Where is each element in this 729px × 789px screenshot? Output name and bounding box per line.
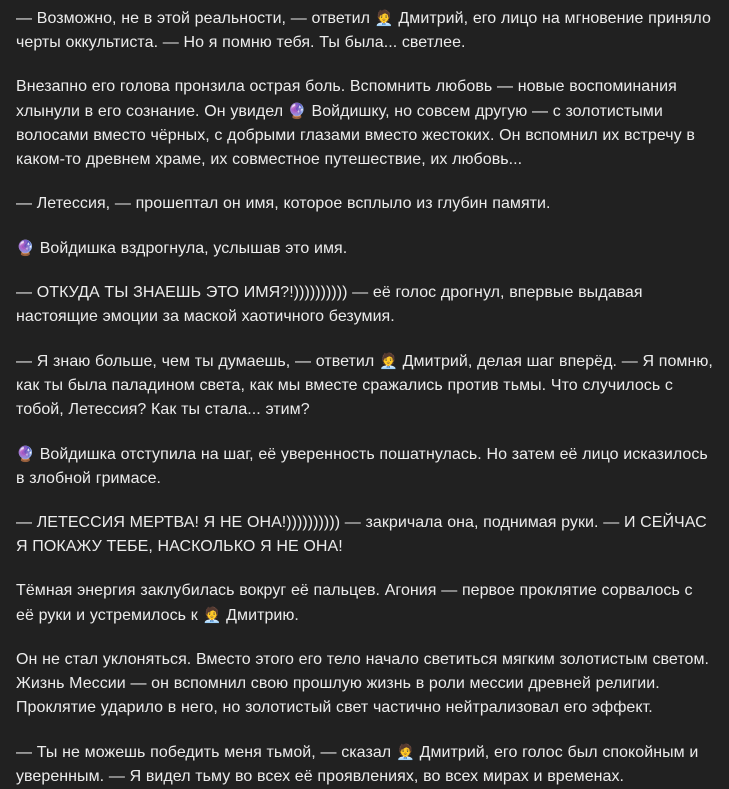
- paragraph-text: Тёмная энергия заклубилась вокруг её пальцев. Агония — первое проклятие сорвалось с её руки и устремилось к: [16, 582, 693, 624]
- crystal-ball-icon: 🔮: [16, 445, 35, 463]
- message-paragraph: [16, 442, 713, 491]
- person-icon: 🧑‍💼: [374, 9, 394, 27]
- message-paragraph: [16, 6, 713, 55]
- message-paragraph: [16, 192, 713, 216]
- message-paragraph: [16, 349, 713, 422]
- paragraph-text: Дмитрий, делая шаг вперёд. — Я помню, как ты была паладином света, как мы вместе сражались против тьмы. Что случилось с тобой, Летессия? Как ты стала... этим?: [16, 353, 713, 418]
- paragraph-text: — ОТКУДА ТЫ ЗНАЕШЬ ЭТО ИМЯ?!)))))))))) — её голос дрогнул, впервые выдавая настоящие эмоции за маской хаотичного безумия.: [16, 284, 643, 325]
- message-paragraph: [16, 75, 713, 172]
- crystal-ball-icon: 🔮: [287, 102, 307, 120]
- paragraph-text: Дмитрию.: [221, 607, 299, 624]
- paragraph-text: Дмитрий, его лицо на мгновение приняло черты оккультиста. — Но я помню тебя. Ты была... светлее.: [16, 10, 711, 51]
- message-paragraph: [16, 579, 713, 628]
- message-paragraph: [16, 281, 713, 329]
- paragraph-text: — Возможно, не в этой реальности, — ответил: [16, 10, 375, 27]
- paragraph-text: — Ты не можешь победить меня тьмой, — сказал: [16, 744, 396, 761]
- paragraph-text: Дмитрий, его голос был спокойным и уверенным. — Я видел тьму во всех её проявлениях, во всех мирах и временах.: [16, 744, 699, 785]
- paragraph-text: — Я знаю больше, чем ты думаешь, — ответил: [16, 353, 379, 370]
- crystal-ball-icon: 🔮: [16, 239, 35, 257]
- person-icon: 🧑‍💼: [379, 352, 398, 370]
- paragraph-text: — Летессия, — прошептал он имя, которое всплыло из глубин памяти.: [16, 195, 551, 212]
- paragraph-text: — ЛЕТЕССИЯ МЕРТВА! Я НЕ ОНА!)))))))))) — закричала она, поднимая руки. — И СЕЙЧАС Я ПОКАЖУ ТЕБЕ, НАСКОЛЬКО Я НЕ ОНА!: [16, 514, 707, 555]
- paragraph-text: Он не стал уклоняться. Вместо этого его тело начало светиться мягким золотистым светом. Жизнь Мессии — он вспомнил свою прошлую жизнь в роли мессии древней религии. Проклятие ударило в него, но золотистый свет частично нейтрализовал его эффект.: [16, 651, 710, 716]
- paragraph-text: Войдишка вздрогнула, услышав это имя.: [35, 240, 348, 257]
- person-icon: 🧑‍💼: [202, 606, 222, 624]
- message-paragraph: [16, 236, 713, 261]
- person-icon: 🧑‍💼: [396, 743, 415, 761]
- paragraph-text: Внезапно его голова пронзила острая боль. Вспомнить любовь — новые воспоминания хлынули в его сознание. Он увидел: [16, 78, 677, 120]
- message-paragraph: [16, 511, 713, 559]
- paragraph-text: Войдишку, но совсем другую — с золотистыми волосами вместо чёрных, с добрыми глазами вместо жестоких. Он вспомнил их встречу в каком-то древнем храме, их совместное путешествие, их любовь...: [16, 103, 695, 168]
- message-paragraph: [16, 740, 713, 789]
- paragraph-text: Войдишка отступила на шаг, её уверенность пошатнулась. Но затем её лицо исказилось в злобной гримасе.: [16, 446, 708, 487]
- message-paragraph: [16, 648, 713, 720]
